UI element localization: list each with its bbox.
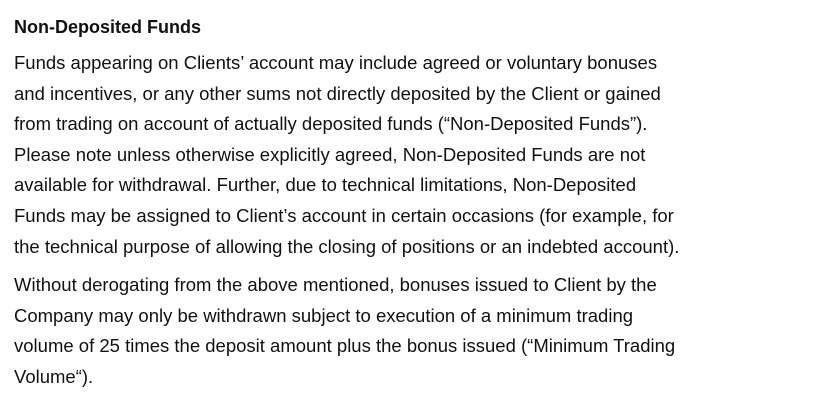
paragraph-line: Funds may be assigned to Client’s account in certain occasions (for example, for: [14, 204, 674, 226]
paragraph-line: Funds appearing on Clients’ account may include agreed or voluntary bonuses: [14, 52, 658, 73]
paragraph-non-deposited-funds: [14, 48, 830, 262]
paragraph-line: Company may only be withdrawn subject to execution of a minimum trading: [14, 304, 634, 326]
paragraph-line: Please note unless otherwise explicitly agreed, Non-Deposited Funds are not: [14, 143, 646, 165]
paragraph-line: Without derogating from the above mentioned, bonuses issued to Client by the: [14, 274, 657, 296]
paragraph-line: the technical purpose of allowing the closing of positions or an indebted account).: [14, 235, 680, 257]
paragraph-line: Volume“).: [14, 365, 94, 387]
paragraph-line: available for withdrawal. Further, due to technical limitations, Non-Deposited: [14, 174, 637, 196]
paragraph-line: and incentives, or any other sums not directly deposited by the Client or gained: [14, 82, 661, 104]
document-body: [14, 14, 830, 393]
paragraph-bonus-withdrawal: [14, 270, 830, 392]
paragraph-line: from trading on account of actually deposited funds (“Non-Deposited Funds”).: [14, 113, 648, 135]
section-heading: Non-Deposited Funds: [14, 17, 201, 37]
paragraph-line: volume of 25 times the deposit amount plus the bonus issued (“Minimum Trading: [14, 335, 676, 357]
